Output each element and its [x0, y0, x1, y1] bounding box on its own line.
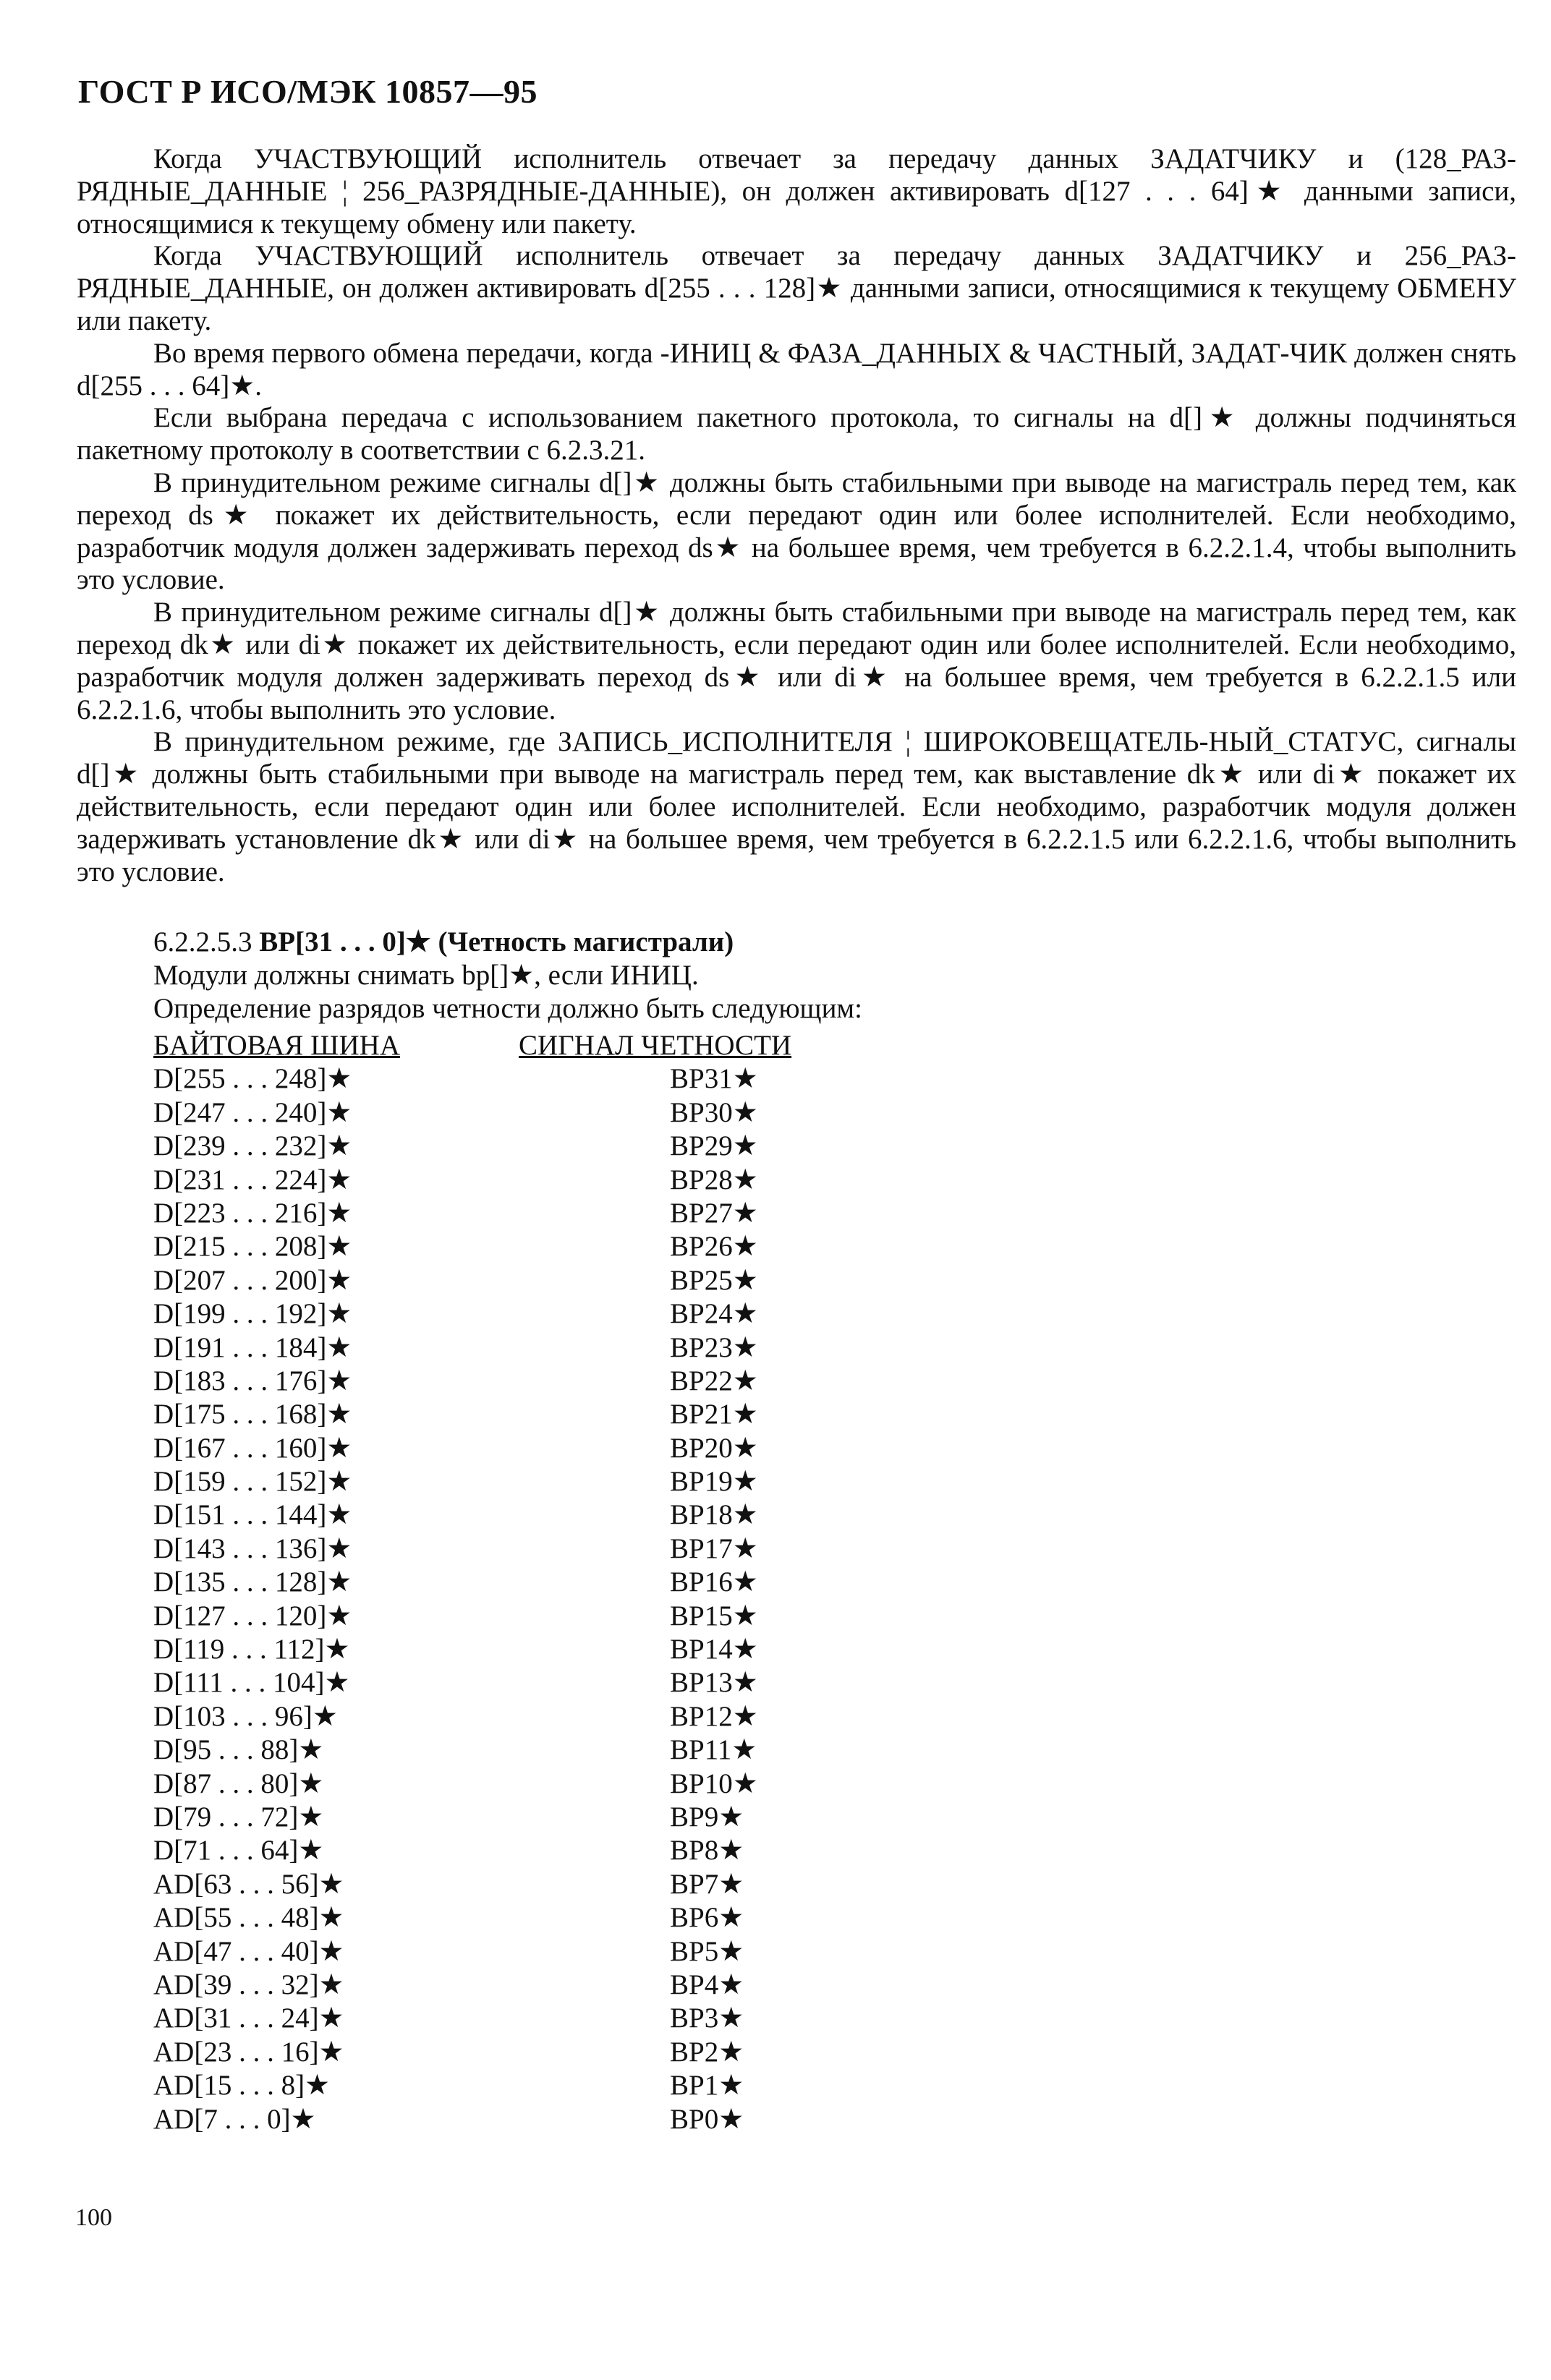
byte-bus-cell: D[231 . . . 224]★	[153, 1164, 352, 1195]
byte-bus-cell: D[239 . . . 232]★	[153, 1130, 352, 1162]
byte-bus-cell: D[143 . . . 136]★	[153, 1532, 352, 1564]
column-header-parity-signal: СИГНАЛ ЧЕТНОСТИ	[519, 1030, 792, 1061]
parity-signal-cell: ВР20★	[670, 1432, 758, 1464]
parity-signal-cell: ВР3★	[670, 2002, 744, 2034]
section-title: ВР[31 . . . 0]★ (Четность магистрали)	[259, 926, 734, 957]
paragraph: В принудительном режиме сигналы d[]★ должны быть стабильными при выводе на магистраль перед тем, как переход ds★ покажет их действительность, если передают один или более исполнителей. Если необходимо, разработчик модуля должен задерживать переход ds★ на большее время, чем требуется в 6.2.2.1.4, чтобы выполнить это условие.	[77, 466, 1516, 596]
body-text	[77, 143, 1516, 888]
byte-bus-cell: D[151 . . . 144]★	[153, 1499, 352, 1531]
parity-signal-cell: ВР23★	[670, 1331, 758, 1363]
document-header: ГОСТ Р ИСО/МЭК 10857—95	[78, 73, 537, 110]
byte-bus-cell: D[135 . . . 128]★	[153, 1566, 352, 1598]
byte-bus-cell: D[119 . . . 112]★	[153, 1634, 350, 1665]
byte-bus-cell: D[87 . . . 80]★	[153, 1767, 324, 1799]
parity-signal-cell: ВР6★	[670, 1902, 744, 1934]
byte-bus-cell: D[199 . . . 192]★	[153, 1298, 352, 1330]
byte-bus-cell: D[111 . . . 104]★	[153, 1667, 350, 1699]
parity-signal-cell: ВР24★	[670, 1298, 758, 1330]
byte-bus-cell: D[103 . . . 96]★	[153, 1700, 338, 1732]
parity-signal-cell: ВР22★	[670, 1365, 758, 1396]
paragraph: Во время первого обмена передачи, когда -ИНИЦ & ФАЗА_ДАННЫХ & ЧАСТНЫЙ, ЗАДАТ-ЧИК должен снять d[255 . . . 64]★.	[77, 337, 1516, 401]
parity-signal-cell: ВР9★	[670, 1801, 744, 1833]
parity-signal-cell: ВР18★	[670, 1499, 758, 1531]
page-number: 100	[75, 2204, 112, 2231]
parity-signal-cell: ВР14★	[670, 1634, 758, 1665]
byte-bus-cell: D[183 . . . 176]★	[153, 1365, 352, 1396]
parity-signal-cell: ВР5★	[670, 1935, 744, 1967]
parity-signal-cell: ВР28★	[670, 1164, 758, 1195]
byte-bus-cell: AD[31 . . . 24]★	[153, 2002, 344, 2034]
parity-signal-cell: ВР2★	[670, 2036, 744, 2068]
byte-bus-cell: AD[63 . . . 56]★	[153, 1868, 344, 1900]
section-line: Модули должны снимать bp[]★, если ИНИЦ.	[153, 960, 699, 991]
byte-bus-cell: D[223 . . . 216]★	[153, 1197, 352, 1229]
parity-signal-cell: ВР29★	[670, 1130, 758, 1162]
byte-bus-cell: D[127 . . . 120]★	[153, 1600, 352, 1632]
section-heading	[153, 926, 862, 959]
section-number: 6.2.2.5.3	[153, 926, 252, 957]
parity-signal-cell: ВР11★	[670, 1734, 757, 1766]
parity-signal-cell: ВР27★	[670, 1197, 758, 1229]
byte-bus-cell: AD[7 . . . 0]★	[153, 2103, 316, 2135]
byte-bus-cell: D[71 . . . 64]★	[153, 1835, 324, 1867]
parity-signal-cell: ВР17★	[670, 1532, 758, 1564]
byte-bus-cell: AD[39 . . . 32]★	[153, 1969, 344, 2000]
parity-signal-cell: ВР4★	[670, 1969, 744, 2000]
parity-signal-cell: ВР16★	[670, 1566, 758, 1598]
parity-signal-cell: ВР13★	[670, 1667, 758, 1699]
parity-signal-cell: ВР25★	[670, 1264, 758, 1296]
paragraph: Если выбрана передача с использованием пакетного протокола, то сигналы на d[]★ должны подчиняться пакетному протоколу в соответствии с 6.2.3.21.	[77, 402, 1516, 466]
byte-bus-cell: AD[15 . . . 8]★	[153, 2070, 331, 2102]
byte-bus-cell: D[95 . . . 88]★	[153, 1734, 324, 1766]
section-line: Определение разрядов четности должно быть следующим:	[153, 993, 862, 1024]
parity-signal-cell: ВР21★	[670, 1399, 758, 1430]
byte-bus-cell: D[207 . . . 200]★	[153, 1264, 352, 1296]
byte-bus-cell: D[79 . . . 72]★	[153, 1801, 324, 1833]
column-header-byte-bus: БАЙТОВАЯ ШИНА	[153, 1030, 401, 1061]
byte-bus-cell: D[191 . . . 184]★	[153, 1331, 352, 1363]
byte-bus-cell: AD[47 . . . 40]★	[153, 1935, 344, 1967]
section-block	[153, 926, 862, 1025]
parity-signal-cell: ВР15★	[670, 1600, 758, 1632]
byte-bus-cell: D[247 . . . 240]★	[153, 1096, 352, 1128]
paragraph: Когда УЧАСТВУЮЩИЙ исполнитель отвечает за передачу данных ЗАДАТЧИКУ и (128_РАЗ-РЯДНЫЕ_ДАННЫЕ ¦ 256_РАЗРЯДНЫЕ-ДАННЫЕ), он должен активировать d[127 . . . 64]★ данными записи, относящимися к текущему обмену или пакету.	[77, 143, 1516, 239]
parity-signal-cell: ВР19★	[670, 1466, 758, 1498]
byte-bus-cell: D[167 . . . 160]★	[153, 1432, 352, 1464]
parity-signal-cell: ВР31★	[670, 1063, 758, 1095]
parity-signal-cell: ВР8★	[670, 1835, 744, 1867]
paragraph: В принудительном режиме сигналы d[]★ должны быть стабильными при выводе на магистраль перед тем, как переход dk★ или di★ покажет их действительность, если передают один или более исполнителей. Если необходимо, разработчик модуля должен задерживать переход ds★ или di★ на большее время, чем требуется в 6.2.2.1.5 или 6.2.2.1.6, чтобы выполнить это условие.	[77, 597, 1516, 725]
byte-bus-cell: AD[55 . . . 48]★	[153, 1902, 344, 1934]
byte-bus-cell: D[175 . . . 168]★	[153, 1399, 352, 1430]
parity-signal-cell: ВР10★	[670, 1767, 758, 1799]
paragraph: Когда УЧАСТВУЮЩИЙ исполнитель отвечает за передачу данных ЗАДАТЧИКУ и 256_РАЗ-РЯДНЫЕ_ДАННЫЕ, он должен активировать d[255 . . . 128]★ данными записи, относящимися к текущему ОБМЕНУ или пакету.	[77, 240, 1516, 336]
parity-signal-cell: ВР30★	[670, 1096, 758, 1128]
parity-signal-cell: ВР0★	[670, 2103, 744, 2135]
parity-signal-cell: ВР7★	[670, 1868, 744, 1900]
byte-bus-cell: D[215 . . . 208]★	[153, 1231, 352, 1263]
byte-bus-cell: D[159 . . . 152]★	[153, 1466, 352, 1498]
byte-bus-cell: D[255 . . . 248]★	[153, 1063, 352, 1095]
paragraph: В принудительном режиме, где ЗАПИСЬ_ИСПОЛНИТЕЛЯ ¦ ШИРОКОВЕЩАТЕЛЬ-НЫЙ_СТАТУС, сигналы d[]★ должны быть стабильными при выводе на магистраль перед тем, как выставление dk★ или di★ покажет их действительность, если передают один или более исполнителей. Если необходимо, разработчик модуля должен задерживать установление dk★ или di★ на большее время, чем требуется в 6.2.2.1.5 или 6.2.2.1.6, чтобы выполнить это условие.	[77, 726, 1516, 887]
parity-signal-cell: ВР26★	[670, 1231, 758, 1263]
parity-signal-cell: ВР1★	[670, 2070, 744, 2102]
byte-bus-cell: AD[23 . . . 16]★	[153, 2036, 344, 2068]
parity-signal-cell: ВР12★	[670, 1700, 758, 1732]
